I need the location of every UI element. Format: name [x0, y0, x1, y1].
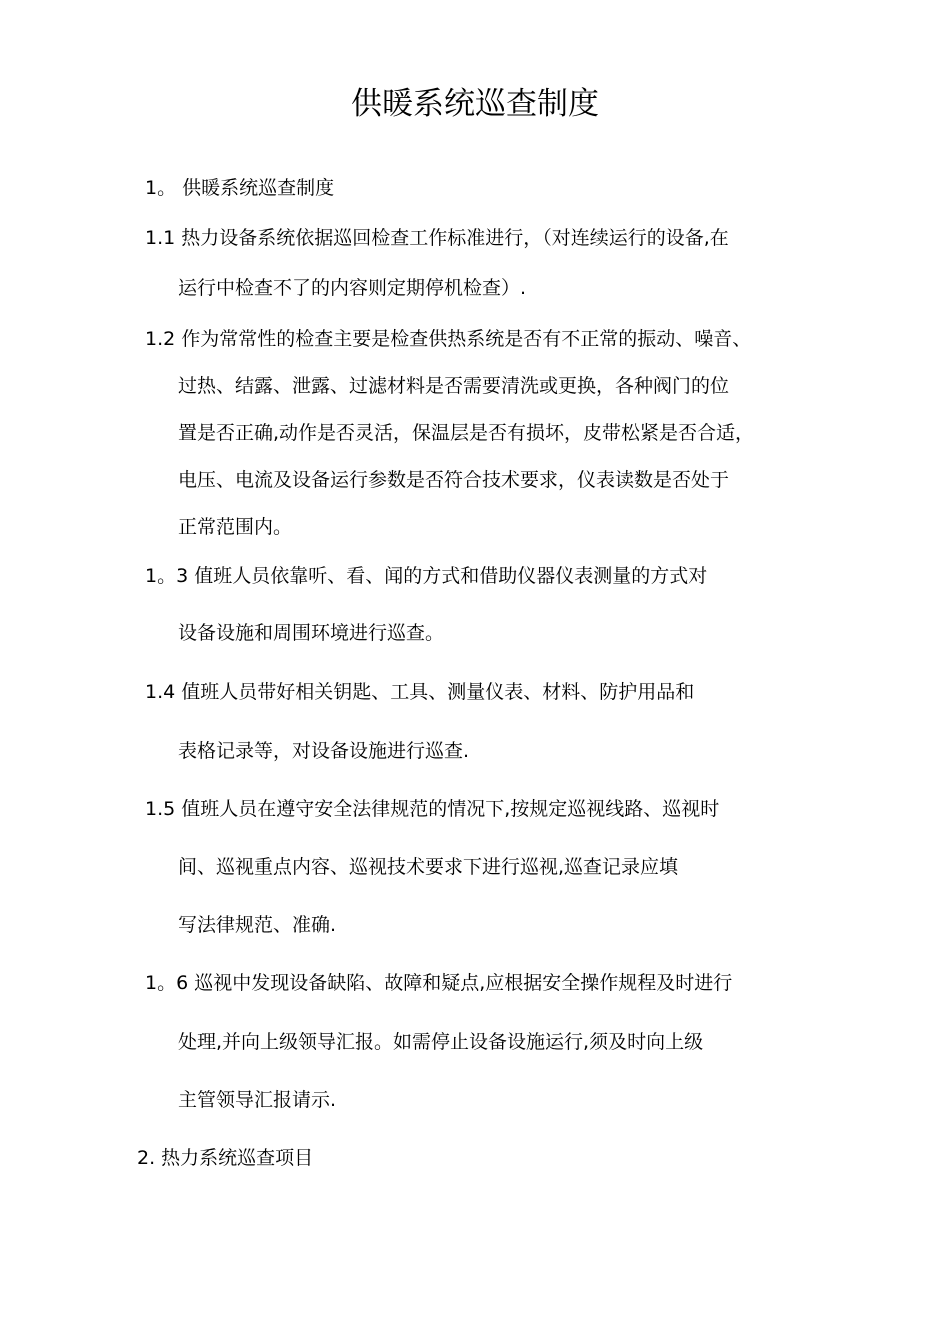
- clause-1-2-line-2: 过热、结露、泄露、过滤材料是否需要清洗或更换，各种阀门的位: [178, 375, 730, 397]
- section-heading-1: 1。 供暖系统巡查制度: [145, 177, 335, 199]
- clause-1-5-line-3: 写法律规范、准确.: [178, 914, 337, 936]
- clause-1-4-line-2: 表格记录等，对设备设施进行巡查.: [178, 740, 470, 762]
- clause-1-5-line-2: 间、巡视重点内容、巡视技术要求下进行巡视,巡查记录应填: [178, 856, 679, 878]
- clause-1-1-line-1: 1.1 热力设备系统依据巡回检查工作标准进行，（对连续运行的设备,在: [145, 227, 729, 249]
- clause-1-5-line-1: 1.5 值班人员在遵守安全法律规范的情况下,按规定巡视线路、巡视时: [145, 798, 720, 820]
- clause-1-3-line-1: 1。3 值班人员依靠听、看、闻的方式和借助仪器仪表测量的方式对: [145, 565, 708, 587]
- clause-1-2-line-5: 正常范围内。: [178, 516, 293, 538]
- clause-1-2-line-3: 置是否正确,动作是否灵活，保温层是否有损坏，皮带松紧是否合适，: [178, 422, 755, 444]
- clause-1-6-line-2: 处理,并向上级领导汇报。如需停止设备设施运行,须及时向上级: [178, 1031, 704, 1053]
- clause-1-2-line-4: 电压、电流及设备运行参数是否符合技术要求，仪表读数是否处于: [178, 469, 730, 491]
- clause-1-3-line-2: 设备设施和周围环境进行巡查。: [178, 622, 445, 644]
- clause-1-6-line-3: 主管领导汇报请示.: [178, 1089, 337, 1111]
- section-heading-2: 2. 热力系统巡查项目: [137, 1147, 314, 1169]
- clause-1-1-line-2: 运行中检查不了的内容则定期停机检查）.: [178, 277, 527, 299]
- document-title: 供暖系统巡查制度: [351, 86, 599, 122]
- clause-1-2-line-1: 1.2 作为常常性的检查主要是检查供热系统是否有不正常的振动、噪音、: [145, 328, 752, 350]
- clause-1-4-line-1: 1.4 值班人员带好相关钥匙、工具、测量仪表、材料、防护用品和: [145, 681, 695, 703]
- clause-1-6-line-1: 1。6 巡视中发现设备缺陷、故障和疑点,应根据安全操作规程及时进行: [145, 972, 733, 994]
